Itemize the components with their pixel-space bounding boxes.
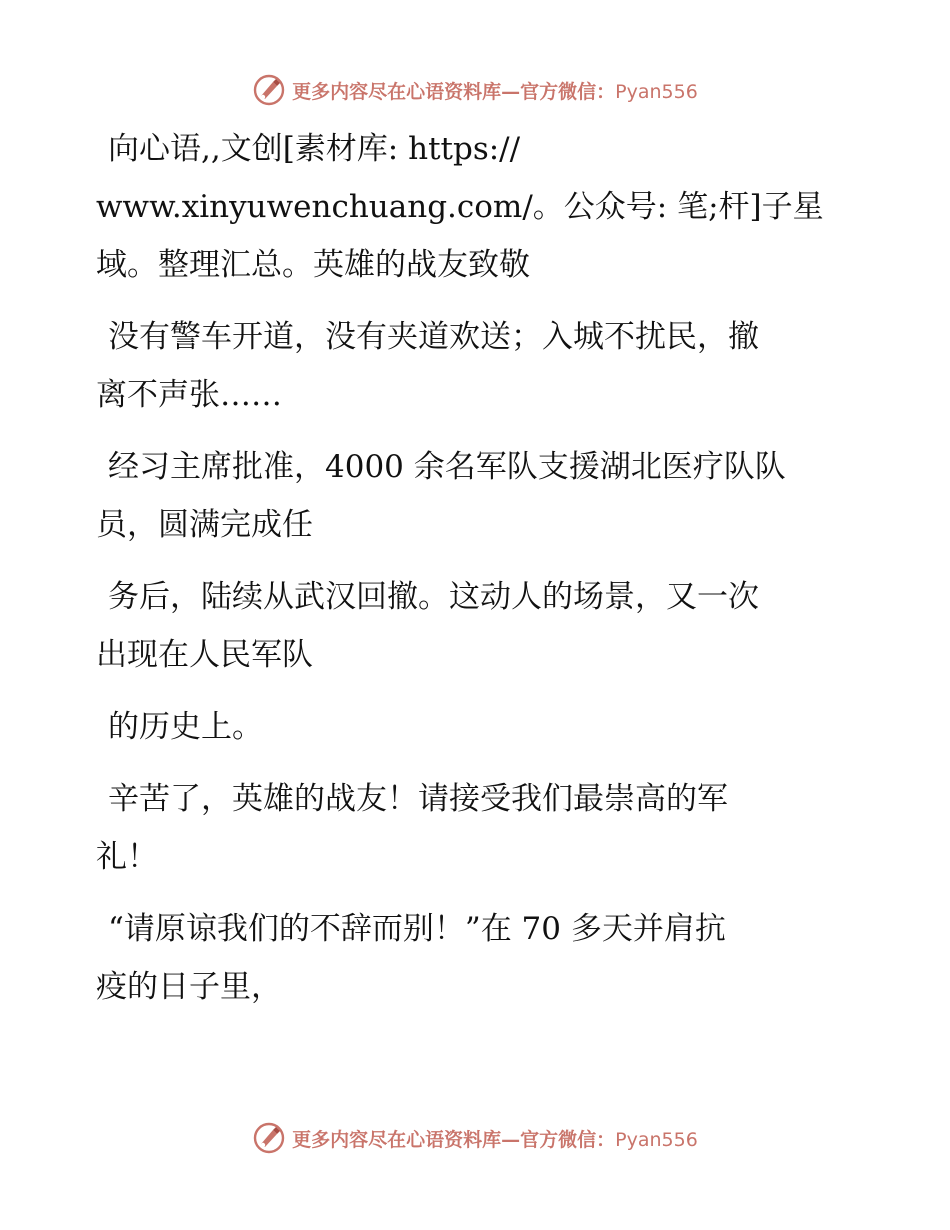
paragraph-line: 务后，陆续从武汉回撤。这动人的场景，又一次: [108, 579, 759, 615]
header-watermark-text: [292, 77, 698, 104]
footer-watermark-text: [292, 1125, 698, 1152]
paragraph-line: www.xinyuwenchuang.com/。公众号: 笔;杆]子星: [96, 189, 824, 225]
paragraph-line: “请原谅我们的不辞而别！”在 70 多天并肩抗: [108, 911, 726, 947]
header-watermark-label: 更多内容尽在心语资料库—官方微信：: [292, 80, 616, 103]
paragraph-line: 员，圆满完成任: [96, 507, 313, 543]
paragraph-line: 域。整理汇总。英雄的战友致敬: [96, 247, 530, 283]
footer-watermark-label: 更多内容尽在心语资料库—官方微信：: [292, 1128, 616, 1151]
paragraph: [96, 308, 856, 424]
footer-watermark-banner: [0, 1118, 950, 1158]
paragraph-line: 经习主席批准，4000 余名军队支援湖北医疗队队: [108, 449, 786, 485]
paragraph: [96, 438, 856, 554]
paragraph-line: 疫的日子里，: [96, 969, 282, 1005]
paragraph: [96, 900, 856, 1016]
paragraph-line: 礼！: [96, 839, 158, 875]
paragraph-line: 没有警车开道，没有夹道欢送；入城不扰民，撤: [108, 319, 759, 355]
paragraph: [96, 120, 856, 294]
header-wechat-id: Pyan556: [615, 80, 698, 103]
document-body: [96, 120, 856, 1030]
paragraph: [96, 568, 856, 684]
footer-wechat-id: Pyan556: [615, 1128, 698, 1151]
paragraph-line: 的历史上。: [108, 709, 263, 745]
brand-logo-icon: [252, 1121, 286, 1155]
brand-logo-icon: [252, 73, 286, 107]
paragraph-line: 向心语,,文创[素材库: https://: [108, 131, 521, 167]
paragraph: [96, 698, 856, 756]
header-watermark-banner: [0, 70, 950, 110]
paragraph-line: 出现在人民军队: [96, 637, 313, 673]
paragraph: [96, 770, 856, 886]
paragraph-line: 辛苦了，英雄的战友！请接受我们最崇高的军: [108, 781, 728, 817]
paragraph-line: 离不声张……: [96, 377, 282, 413]
